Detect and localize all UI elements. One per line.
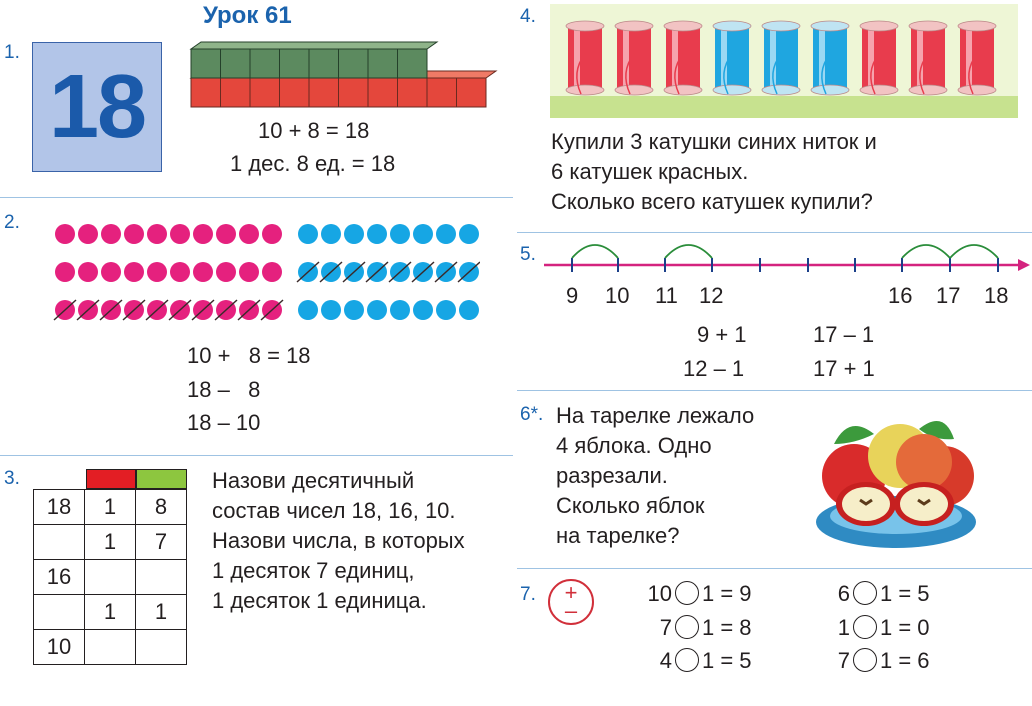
apples-plate-illustration bbox=[804, 404, 988, 554]
spool-cap bbox=[762, 21, 800, 31]
blue-dot bbox=[298, 224, 318, 244]
spool-cap bbox=[615, 21, 653, 31]
operand: 1 = 9 bbox=[702, 581, 752, 606]
operand: 6 bbox=[837, 581, 850, 606]
table-cell: 1 bbox=[136, 595, 187, 630]
pink-dot bbox=[170, 262, 190, 282]
table-row bbox=[34, 560, 187, 595]
green-cube bbox=[309, 49, 339, 78]
red-spool bbox=[862, 26, 896, 90]
tens-color-marker bbox=[86, 469, 136, 489]
spool-cap bbox=[860, 85, 898, 95]
table-cell bbox=[85, 560, 136, 595]
green-cube bbox=[280, 49, 310, 78]
red-spool bbox=[568, 26, 602, 90]
pink-dot bbox=[262, 224, 282, 244]
task-2-number: 2. bbox=[4, 212, 20, 233]
spool-cap bbox=[664, 85, 702, 95]
tick-label: 11 bbox=[655, 283, 678, 308]
divider bbox=[517, 232, 1032, 233]
pink-dot bbox=[55, 262, 75, 282]
spool-cap bbox=[958, 21, 996, 31]
task-4-line: Купили 3 катушки синих ниток и bbox=[551, 129, 877, 154]
task-6-number: 6*. bbox=[520, 404, 544, 425]
tick-label: 16 bbox=[888, 283, 913, 308]
task-7-number: 7. bbox=[520, 584, 536, 605]
task-1-number: 1. bbox=[4, 42, 20, 63]
table-cell bbox=[136, 630, 187, 665]
blue-dot bbox=[344, 300, 364, 320]
sign-circle[interactable] bbox=[675, 581, 699, 605]
jump-arrow bbox=[902, 245, 950, 258]
pink-dot bbox=[78, 262, 98, 282]
tick-label: 10 bbox=[605, 283, 630, 308]
pink-dot bbox=[147, 224, 167, 244]
red-cube bbox=[280, 78, 310, 107]
pink-dot bbox=[101, 262, 121, 282]
spool-cap bbox=[615, 85, 653, 95]
task-4-line: 6 катушек красных. bbox=[551, 159, 749, 184]
operand: 1 = 8 bbox=[702, 615, 752, 640]
table-cell: 1 bbox=[85, 595, 136, 630]
task-3-line: 1 десяток 1 единица. bbox=[212, 588, 427, 613]
divider bbox=[0, 197, 513, 198]
spool-cap bbox=[909, 21, 947, 31]
red-spool bbox=[666, 26, 700, 90]
ten-rods-illustration bbox=[188, 38, 498, 112]
blue-dot bbox=[436, 224, 456, 244]
spool-cap bbox=[811, 21, 849, 31]
plus-minus-icon bbox=[548, 579, 594, 625]
spools-illustration bbox=[550, 4, 1018, 118]
red-cube bbox=[309, 78, 339, 107]
sign-circle[interactable] bbox=[675, 615, 699, 639]
divider bbox=[0, 455, 513, 456]
dots-illustration bbox=[50, 220, 480, 330]
tick-label: 17 bbox=[936, 283, 961, 308]
operand: 7 bbox=[659, 615, 672, 640]
task-3-text bbox=[212, 466, 465, 616]
sign-circle[interactable] bbox=[853, 581, 877, 605]
table-cell: 1 bbox=[85, 490, 136, 525]
task-4-text bbox=[551, 127, 877, 217]
table-cell: 10 bbox=[34, 630, 85, 665]
spool-cap bbox=[860, 21, 898, 31]
task-3-line: Назови числа, в которых bbox=[212, 528, 465, 553]
spool-cap bbox=[713, 21, 751, 31]
spool-cap bbox=[713, 85, 751, 95]
table-row bbox=[34, 595, 187, 630]
operand: 1 = 0 bbox=[880, 615, 930, 640]
operand: 1 = 5 bbox=[880, 581, 930, 606]
blue-dot bbox=[413, 300, 433, 320]
blue-dot bbox=[321, 300, 341, 320]
ones-color-marker bbox=[136, 469, 187, 489]
tick-label: 18 bbox=[984, 283, 1009, 308]
red-spool bbox=[911, 26, 945, 90]
task-4-number: 4. bbox=[520, 6, 536, 27]
table-cell: 1 bbox=[85, 525, 136, 560]
red-cube bbox=[191, 78, 221, 107]
task-6-line: Сколько яблок bbox=[556, 493, 705, 518]
pink-dot bbox=[262, 262, 282, 282]
red-cube bbox=[368, 78, 398, 107]
blue-dot bbox=[413, 224, 433, 244]
expression: 12 – 1 bbox=[683, 356, 745, 381]
spool-cap bbox=[762, 85, 800, 95]
table-cell bbox=[34, 595, 85, 630]
blue-spool bbox=[715, 26, 749, 90]
green-cube bbox=[250, 49, 280, 78]
pink-dot bbox=[101, 224, 121, 244]
expression: 17 – 1 bbox=[813, 322, 875, 347]
red-cube bbox=[250, 78, 280, 107]
red-cube bbox=[339, 78, 369, 107]
jump-arrow bbox=[950, 245, 998, 258]
blue-dot bbox=[459, 224, 479, 244]
spool-cap bbox=[958, 85, 996, 95]
place-value-table bbox=[33, 489, 187, 665]
pink-dot bbox=[124, 262, 144, 282]
operand: 1 bbox=[837, 615, 850, 640]
green-cube bbox=[339, 49, 369, 78]
tick-label: 12 bbox=[699, 283, 724, 308]
red-cube bbox=[221, 78, 251, 107]
spool-cap bbox=[566, 21, 604, 31]
task-6-text bbox=[556, 401, 754, 551]
green-cube bbox=[221, 49, 251, 78]
task-1-equation: 10 + 8 = 18 bbox=[258, 118, 370, 143]
table-cell: 8 bbox=[136, 490, 187, 525]
table-row bbox=[34, 525, 187, 560]
blue-dot bbox=[344, 224, 364, 244]
pink-dot bbox=[124, 224, 144, 244]
task-5-number: 5. bbox=[520, 244, 536, 265]
lesson-title: Урок 61 bbox=[203, 2, 292, 29]
task-6-line: разрезали. bbox=[556, 463, 668, 488]
task-2-line-3: 18 – 10 bbox=[187, 410, 261, 435]
spool-cap bbox=[909, 85, 947, 95]
spool-cap bbox=[664, 21, 702, 31]
pink-dot bbox=[193, 262, 213, 282]
red-cube bbox=[457, 78, 487, 107]
task-3-line: состав чисел 18, 16, 10. bbox=[212, 498, 456, 523]
spool-cap bbox=[811, 85, 849, 95]
task-3-line: 1 десяток 7 единиц, bbox=[212, 558, 415, 583]
tick-label: 9 bbox=[566, 283, 579, 308]
operand: 1 = 5 bbox=[702, 648, 752, 673]
table-row bbox=[34, 490, 187, 525]
sign-circle[interactable] bbox=[853, 648, 877, 672]
pink-dot bbox=[216, 224, 236, 244]
pink-dot bbox=[55, 224, 75, 244]
blue-dot bbox=[390, 224, 410, 244]
plus-sign: + bbox=[564, 580, 578, 605]
operand: 10 bbox=[647, 581, 672, 606]
number-line bbox=[540, 238, 1030, 274]
blue-dot bbox=[459, 300, 479, 320]
blue-spool bbox=[764, 26, 798, 90]
blue-dot bbox=[321, 224, 341, 244]
task-2-line-2: 18 – 8 bbox=[187, 377, 261, 402]
table-cell bbox=[136, 560, 187, 595]
sign-circle[interactable] bbox=[675, 648, 699, 672]
pink-dot bbox=[216, 262, 236, 282]
table-cell bbox=[85, 630, 136, 665]
blue-dot bbox=[367, 300, 387, 320]
task-1-decomposition: 1 дес. 8 ед. = 18 bbox=[230, 151, 396, 176]
operand: 4 bbox=[659, 648, 672, 673]
task-6-line: на тарелке? bbox=[556, 523, 680, 548]
green-cube bbox=[191, 49, 221, 78]
number-card: 18 bbox=[32, 42, 162, 172]
table-cell: 16 bbox=[34, 560, 85, 595]
red-spool bbox=[617, 26, 651, 90]
task-4-line: Сколько всего катушек купили? bbox=[551, 189, 873, 214]
green-cube bbox=[368, 49, 398, 78]
table-cell bbox=[34, 525, 85, 560]
pink-dot bbox=[170, 224, 190, 244]
green-cube bbox=[398, 49, 428, 78]
pink-dot bbox=[239, 262, 259, 282]
spool-cap bbox=[566, 85, 604, 95]
pink-dot bbox=[78, 224, 98, 244]
task-6-line: 4 яблока. Одно bbox=[556, 433, 712, 458]
pink-dot bbox=[239, 224, 259, 244]
task-2-line-1: 10 + 8 = 18 bbox=[187, 343, 311, 368]
red-cube bbox=[427, 78, 457, 107]
blue-dot bbox=[390, 300, 410, 320]
task-3-number: 3. bbox=[4, 468, 20, 489]
sign-circle[interactable] bbox=[853, 615, 877, 639]
blue-dot bbox=[367, 224, 387, 244]
red-cube bbox=[398, 78, 428, 107]
blue-dot bbox=[298, 300, 318, 320]
pink-dot bbox=[193, 224, 213, 244]
green-rod-top bbox=[191, 42, 437, 49]
operand: 7 bbox=[837, 648, 850, 673]
divider bbox=[517, 568, 1032, 569]
jump-arrow bbox=[665, 245, 712, 258]
task-6-line: На тарелке лежало bbox=[556, 403, 755, 428]
task-3-line: Назови десятичный bbox=[212, 468, 415, 493]
divider bbox=[517, 390, 1032, 391]
table-row bbox=[34, 630, 187, 665]
blue-spool bbox=[813, 26, 847, 90]
task-7-column-2 bbox=[820, 579, 1000, 679]
table-cell: 7 bbox=[136, 525, 187, 560]
jump-arrow bbox=[572, 245, 618, 258]
operand: 1 = 6 bbox=[880, 648, 930, 673]
blue-dot bbox=[436, 300, 456, 320]
expression: 9 + 1 bbox=[697, 322, 747, 347]
task-7-column-1 bbox=[620, 579, 800, 679]
table-cell: 18 bbox=[34, 490, 85, 525]
pink-dot bbox=[147, 262, 167, 282]
red-spool bbox=[960, 26, 994, 90]
expression: 17 + 1 bbox=[813, 356, 875, 381]
minus-sign: – bbox=[564, 598, 578, 623]
